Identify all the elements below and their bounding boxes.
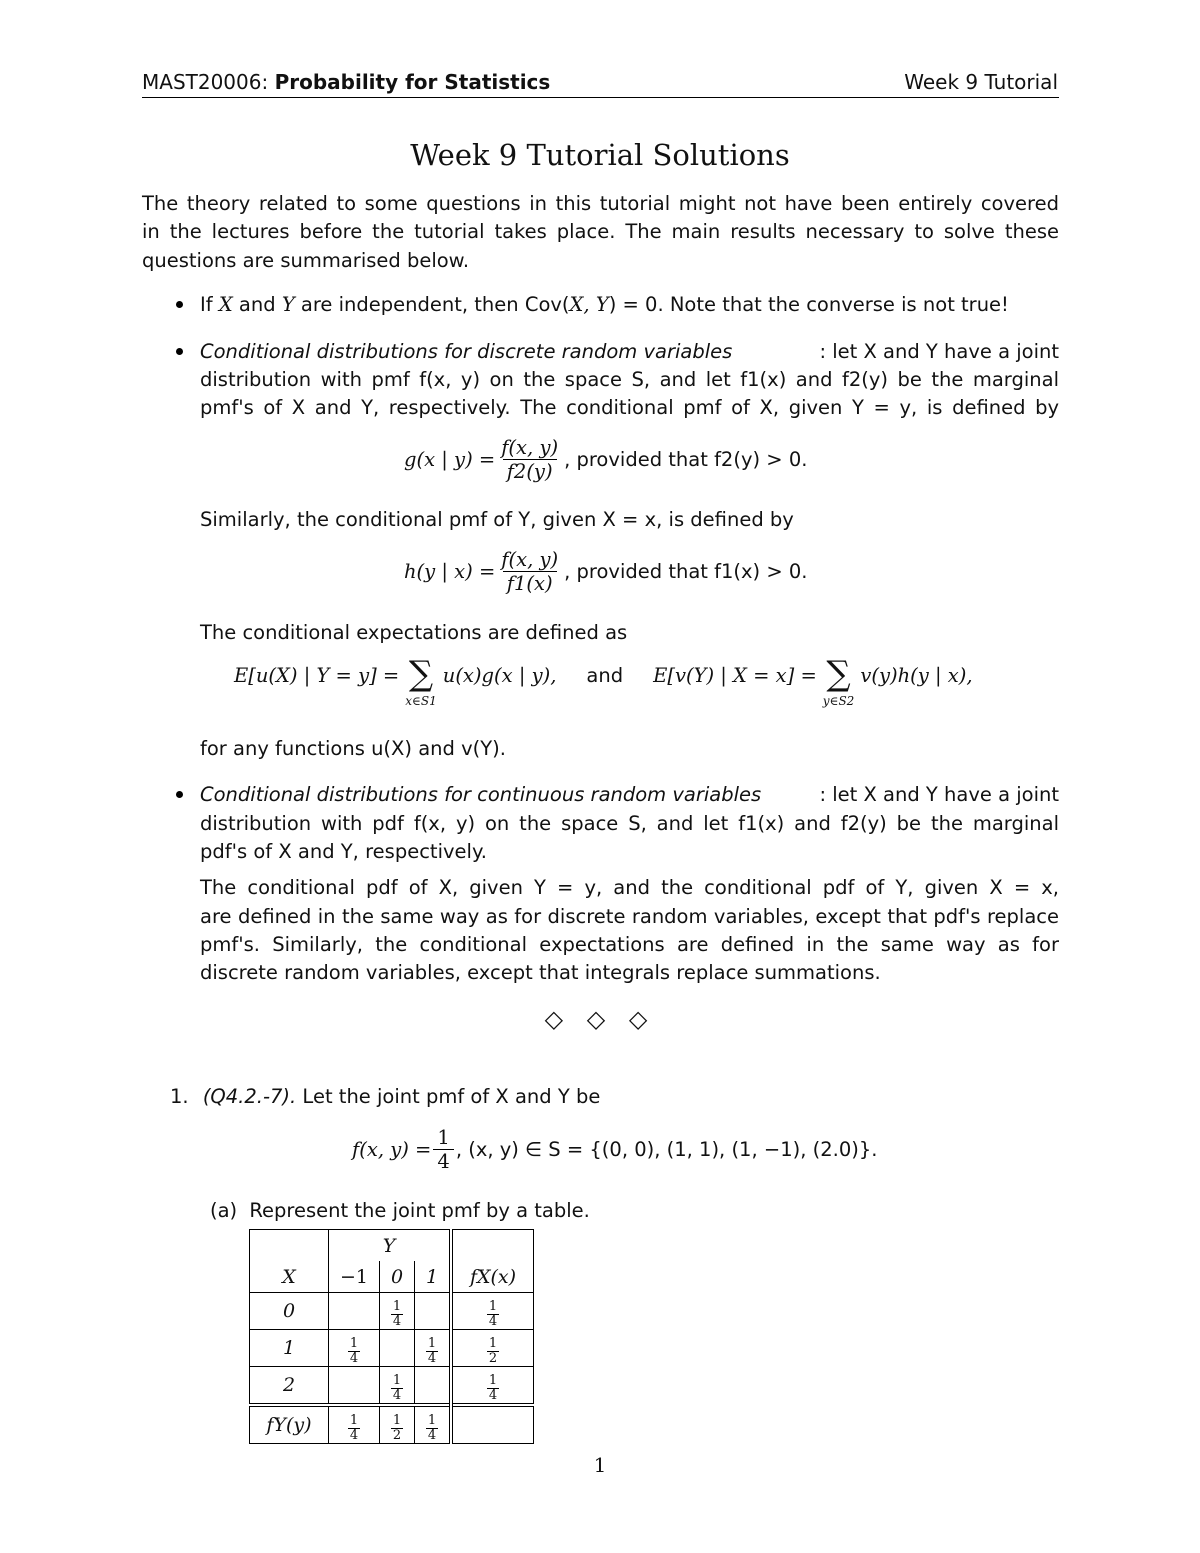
table-y-header: Y (329, 1230, 452, 1262)
bullet3-para-2: are defined in the same way as for discrete random variables, except that pdf's replace (200, 905, 1059, 928)
bullet3-line-2: distribution with pdf f(x, y) on the space S, and let f1(x) and f2(y) be the marginal (200, 812, 1059, 835)
table-y-value: 1 (415, 1261, 452, 1293)
joint-pmf-table (249, 1229, 534, 1444)
table-cell: $\frac{1}{4}$ (329, 1330, 380, 1367)
bullet3-line-1: Conditional distributions for continuous random variables : let X and Y have a joint (200, 783, 1059, 806)
bullet3-para-4: discrete random variables, except that integrals replace summations. (200, 961, 881, 984)
table-cell: $\frac{1}{4}$ (380, 1293, 415, 1330)
course-code: MAST20006: (142, 70, 269, 94)
table-x-header: X (250, 1261, 329, 1293)
table-row (250, 1367, 534, 1406)
table-row (250, 1330, 534, 1367)
running-header-week: Week 9 Tutorial (904, 70, 1058, 94)
table-cell (415, 1367, 452, 1406)
table-fx-cell: $\frac{1}{4}$ (451, 1367, 534, 1406)
header-rule (142, 97, 1059, 98)
course-name: Probability for Statistics (274, 70, 551, 94)
bullet1-text: If X and Y are independent, then Cov(X, Y) = 0. Note that the converse is not true! (200, 293, 1009, 316)
section-separator: ◇ ◇ ◇ (544, 1005, 656, 1033)
page-title: Week 9 Tutorial Solutions (410, 138, 790, 172)
bullet3-heading: Conditional distributions for continuous random variables (200, 783, 762, 806)
for-any-functions: for any functions u(X) and v(Y). (200, 737, 506, 760)
equation-conditional-g: g(x | y) = $\frac{f(x, y)}{f2(y)}$ , provided that f2(y) > 0. (404, 436, 808, 483)
page-number: 1 (593, 1453, 607, 1477)
intro-line-2: in the lectures before the tutorial takes place. The main results necessary to solve these (142, 220, 1059, 243)
bullet2-line-1: Conditional distributions for discrete random variables : let X and Y have a joint (200, 340, 1059, 363)
table-fy-label: fY(y) (250, 1405, 329, 1444)
table-fy-cell: $\frac{1}{4}$ (329, 1405, 380, 1444)
table-fy-cell: $\frac{1}{4}$ (415, 1405, 452, 1444)
table-fx-header: fX(x) (451, 1261, 534, 1293)
table-cell (380, 1330, 415, 1367)
table-row (250, 1405, 534, 1444)
bullet-marker (176, 301, 183, 308)
bullet3-line-3: pdf's of X and Y, respectively. (200, 840, 487, 863)
table-cell (451, 1405, 534, 1444)
bullet2-line-3: pmf's of X and Y, respectively. The conditional pmf of X, given Y = y, is defined by (200, 396, 1059, 419)
bullet3-para-1: The conditional pdf of X, given Y = y, and the conditional pdf of Y, given X = x, (200, 876, 1059, 899)
bullet2-heading: Conditional distributions for discrete random variables (200, 340, 733, 363)
intro-line-3: questions are summarised below. (142, 249, 470, 272)
table-x-value: 0 (250, 1293, 329, 1330)
bullet2-line-2: distribution with pmf f(x, y) on the space S, and let f1(x) and f2(y) be the marginal (200, 368, 1059, 391)
table-row (250, 1293, 534, 1330)
table-x-value: 2 (250, 1367, 329, 1406)
intro-line-1: The theory related to some questions in this tutorial might not have been entirely covered (142, 192, 1059, 215)
equation-joint-pmf: f(x, y) = $\frac{1}{4}$ , (x, y) ∈ S = {(0, 0), (1, 1), (1, −1), (2.0)}. (352, 1126, 878, 1173)
table-cell: $\frac{1}{4}$ (380, 1367, 415, 1406)
table-cell (415, 1293, 452, 1330)
table-y-value: −1 (329, 1261, 380, 1293)
question-1-text: 1. (Q4.2.-7). Let the joint pmf of X and Y be (170, 1085, 601, 1108)
table-y-value: 0 (380, 1261, 415, 1293)
equation-conditional-expectation: E[u(X) | Y = y] = ∑ x∈S1 u(x)g(x | y), and E[v(Y) | X = x] = ∑ y∈S2 v(y)h(y | x), (234, 654, 973, 708)
part-a-text: (a) Represent the joint pmf by a table. (210, 1199, 590, 1222)
bullet-marker (176, 348, 183, 355)
table-cell (329, 1367, 380, 1406)
table-cell: $\frac{1}{4}$ (415, 1330, 452, 1367)
table-fx-cell: $\frac{1}{4}$ (451, 1293, 534, 1330)
bullet3-para-3: pmf's. Similarly, the conditional expectations are defined in the same way as for (200, 933, 1059, 956)
bullet-marker (176, 791, 183, 798)
table-x-value: 1 (250, 1330, 329, 1367)
table-fy-cell: $\frac{1}{2}$ (380, 1405, 415, 1444)
table-cell (329, 1293, 380, 1330)
running-header-course (142, 70, 550, 94)
equation-conditional-h: h(y | x) = $\frac{f(x, y)}{f1(x)}$ , provided that f1(x) > 0. (404, 548, 808, 595)
expectation-intro: The conditional expectations are defined as (200, 621, 628, 644)
similarly-text: Similarly, the conditional pmf of Y, given X = x, is defined by (200, 508, 794, 531)
table-fx-cell: $\frac{1}{2}$ (451, 1330, 534, 1367)
